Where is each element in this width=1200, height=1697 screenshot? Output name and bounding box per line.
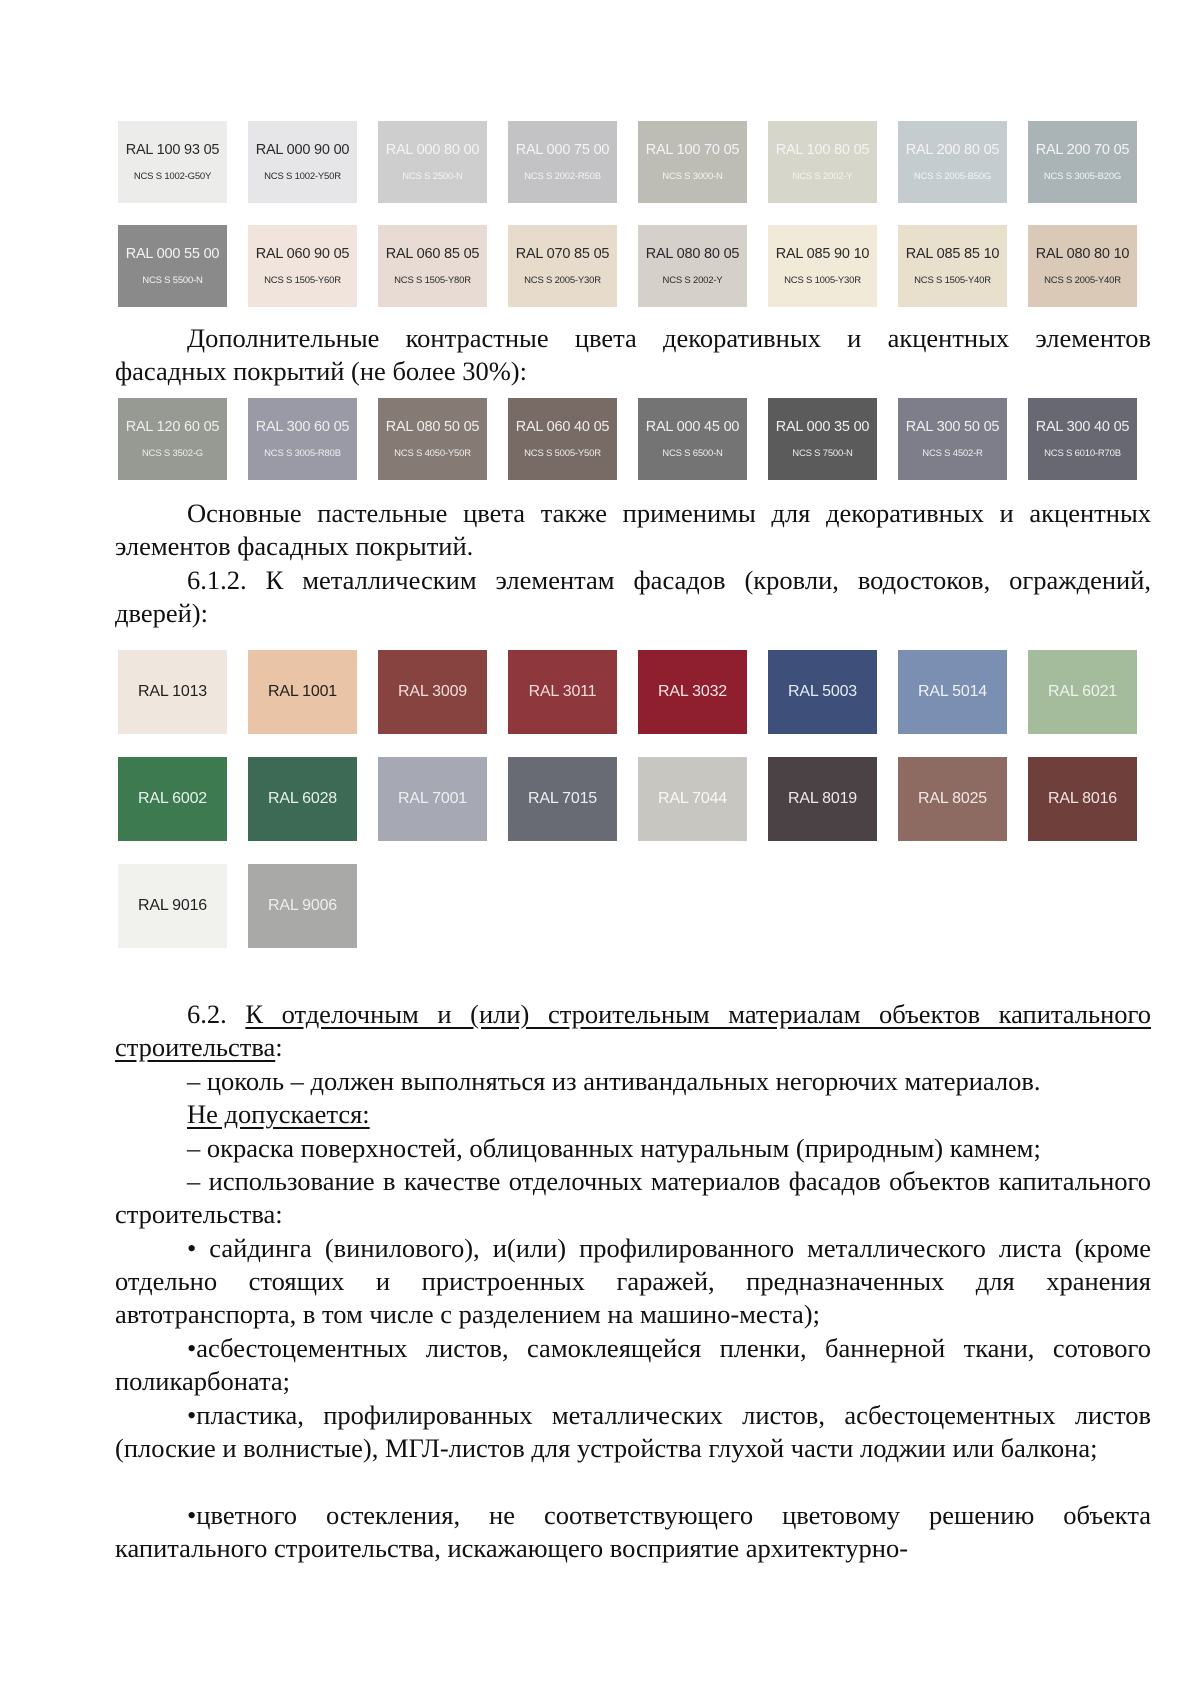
color-swatch <box>118 225 227 307</box>
swatch-ral-code: RAL 100 70 05 <box>645 142 740 158</box>
swatch-ral-code: RAL 7001 <box>398 790 467 807</box>
color-swatch <box>898 757 1007 841</box>
color-swatch <box>898 398 1007 480</box>
swatch-ral-code: RAL 3032 <box>658 683 727 700</box>
accent-color-swatches <box>118 398 1153 480</box>
bullet-asbestos-sheets: •асбестоцементных листов, самоклеящейся пленки, баннерной ткани, сотового поликарбоната; <box>115 1333 1151 1396</box>
swatch-ral-code: RAL 085 85 10 <box>905 246 1000 262</box>
color-swatch <box>638 225 747 307</box>
color-swatch <box>638 121 747 203</box>
color-swatch <box>118 650 227 734</box>
section-title: К отделочным и (или) строительным материалам объектов капитального строительства <box>115 999 1152 1062</box>
swatch-ncs-code: NCS S 1505-Y40R <box>914 275 991 286</box>
swatch-ral-code: RAL 6021 <box>1048 683 1117 700</box>
color-swatch <box>638 650 747 734</box>
color-swatch <box>768 650 877 734</box>
pastel-color-swatches <box>118 121 1153 307</box>
color-swatch <box>898 225 1007 307</box>
swatch-ral-code: RAL 000 45 00 <box>645 419 740 435</box>
swatch-ral-code: RAL 000 80 00 <box>385 142 480 158</box>
swatch-ral-code: RAL 8016 <box>1048 790 1117 807</box>
swatch-ncs-code: NCS S 6500-N <box>662 448 723 459</box>
color-swatch <box>638 757 747 841</box>
swatch-ral-code: RAL 5003 <box>788 683 857 700</box>
swatch-ral-code: RAL 060 85 05 <box>385 246 480 262</box>
swatch-ncs-code: NCS S 1002-G50Y <box>133 171 212 182</box>
swatch-ncs-code: NCS S 7500-N <box>792 448 853 459</box>
swatch-ral-code: RAL 080 50 05 <box>385 419 480 435</box>
bullet-colored-glazing: •цветного остекления, не соответствующего цветовому решению объекта капитального строительства, искажающего восприятие архитектурно- <box>115 1500 1151 1563</box>
swatch-ral-code: RAL 7044 <box>658 790 727 807</box>
swatch-ral-code: RAL 8025 <box>918 790 987 807</box>
swatch-ral-code: RAL 9016 <box>138 897 207 914</box>
color-swatch <box>508 757 617 841</box>
swatch-ral-code: RAL 000 75 00 <box>515 142 610 158</box>
swatch-ral-code: RAL 120 60 05 <box>125 419 220 435</box>
swatch-ral-code: RAL 6028 <box>268 790 337 807</box>
item-plinth: – цоколь – должен выполняться из антивандальных негорючих материалов. <box>187 1066 1041 1096</box>
swatch-ncs-code: NCS S 2005-Y40R <box>1044 275 1121 286</box>
swatch-ncs-code: NCS S 3005-R80B <box>264 448 341 459</box>
not-allowed-heading <box>115 1098 1151 1131</box>
swatch-ncs-code: NCS S 2005-B50G <box>913 171 992 182</box>
color-swatch <box>248 225 357 307</box>
color-swatch <box>248 398 357 480</box>
section-6-2-heading <box>115 998 1151 1064</box>
color-swatch <box>248 864 357 948</box>
swatch-ncs-code: NCS S 1005-Y30R <box>784 275 861 286</box>
swatch-ral-code: RAL 5014 <box>918 683 987 700</box>
swatch-ral-code: RAL 080 80 10 <box>1035 246 1130 262</box>
color-swatch <box>1028 121 1137 203</box>
color-swatch <box>118 398 227 480</box>
swatch-ral-code: RAL 8019 <box>788 790 857 807</box>
swatch-ncs-code: NCS S 2002-Y <box>662 275 723 286</box>
color-swatch <box>118 864 227 948</box>
color-swatch <box>1028 225 1137 307</box>
color-swatch <box>508 225 617 307</box>
bullet-plastic: •пластика, профилированных металлических листов, асбестоцементных листов (плоские и волнистые), МГЛ-листов для устройства глухой части лоджии или балкона; <box>115 1400 1151 1463</box>
swatch-ral-code: RAL 3011 <box>528 683 597 700</box>
section-number: 6.2. <box>187 999 246 1029</box>
item-use-materials: – использование в качестве отделочных материалов фасадов объектов капитального строительства: <box>115 1166 1151 1229</box>
swatch-ral-code: RAL 200 80 05 <box>905 142 1000 158</box>
swatch-ral-code: RAL 300 60 05 <box>255 419 350 435</box>
color-swatch <box>768 757 877 841</box>
swatch-ral-code: RAL 6002 <box>138 790 207 807</box>
color-swatch <box>248 650 357 734</box>
swatch-ral-code: RAL 085 90 10 <box>775 246 870 262</box>
swatch-ncs-code: NCS S 2500-N <box>402 171 463 182</box>
color-swatch <box>508 398 617 480</box>
swatch-ral-code: RAL 100 93 05 <box>125 142 220 158</box>
swatch-ral-code: RAL 000 90 00 <box>255 142 350 158</box>
swatch-ral-code: RAL 060 40 05 <box>515 419 610 435</box>
paragraph-contrast-colors: Дополнительные контрастные цвета декоративных и акцентных элементов фасадных покрытий (не более 30%): <box>115 323 1151 386</box>
swatch-ncs-code: NCS S 2002-R50B <box>524 171 601 182</box>
swatch-ral-code: RAL 080 80 05 <box>645 246 740 262</box>
swatch-ral-code: RAL 000 35 00 <box>775 419 870 435</box>
swatch-ncs-code: NCS S 1002-Y50R <box>264 171 341 182</box>
bullet-siding: • сайдинга (винилового), и(или) профилированного металлического листа (кроме отдельно стоящих и пристроенных гаражей, предназначенных для хранения автотранспорта, в том числе с разделением на машино-места); <box>115 1233 1151 1329</box>
section-colon: : <box>275 1032 283 1062</box>
color-swatch <box>768 121 877 203</box>
swatch-ral-code: RAL 9006 <box>268 897 337 914</box>
swatch-ncs-code: NCS S 1505-Y60R <box>264 275 341 286</box>
color-swatch <box>378 650 487 734</box>
color-swatch <box>638 398 747 480</box>
color-swatch <box>1028 398 1137 480</box>
swatch-ral-code: RAL 000 55 00 <box>125 246 220 262</box>
color-swatch <box>898 121 1007 203</box>
swatch-ral-code: RAL 1001 <box>268 683 337 700</box>
color-swatch <box>508 650 617 734</box>
swatch-ncs-code: NCS S 1505-Y80R <box>394 275 471 286</box>
swatch-ncs-code: NCS S 5005-Y50R <box>524 448 601 459</box>
paragraph-metal-elements: 6.1.2. К металлическим элементам фасадов (кровли, водостоков, ограждений, дверей): <box>115 565 1151 628</box>
paragraph-pastel-applicable: Основные пастельные цвета также применимы для декоративных и акцентных элементов фасадных покрытий. <box>115 498 1151 561</box>
color-swatch <box>248 757 357 841</box>
color-swatch <box>378 398 487 480</box>
color-swatch <box>378 225 487 307</box>
swatch-ral-code: RAL 300 50 05 <box>905 419 1000 435</box>
swatch-ncs-code: NCS S 3502-G <box>142 448 203 459</box>
not-allowed-label: Не допускается: <box>187 1099 370 1129</box>
color-swatch <box>1028 757 1137 841</box>
item-paint-stone: – окраска поверхностей, облицованных натуральным (природным) камнем; <box>187 1133 1041 1163</box>
swatch-ncs-code: NCS S 3000-N <box>662 171 723 182</box>
color-swatch <box>378 757 487 841</box>
color-swatch <box>118 121 227 203</box>
swatch-ncs-code: NCS S 4502-R <box>922 448 983 459</box>
swatch-ncs-code: NCS S 5500-N <box>142 275 203 286</box>
metal-color-swatches <box>118 650 1153 948</box>
swatch-ral-code: RAL 060 90 05 <box>255 246 350 262</box>
swatch-ral-code: RAL 200 70 05 <box>1035 142 1130 158</box>
color-swatch <box>378 121 487 203</box>
color-swatch <box>768 225 877 307</box>
color-swatch <box>508 121 617 203</box>
swatch-ral-code: RAL 7015 <box>528 790 597 807</box>
color-swatch <box>248 121 357 203</box>
swatch-ral-code: RAL 100 80 05 <box>775 142 870 158</box>
swatch-ral-code: RAL 3009 <box>398 683 467 700</box>
swatch-ncs-code: NCS S 2002-Y <box>792 171 853 182</box>
color-swatch <box>768 398 877 480</box>
swatch-ral-code: RAL 070 85 05 <box>515 246 610 262</box>
swatch-ral-code: RAL 300 40 05 <box>1035 419 1130 435</box>
swatch-ncs-code: NCS S 6010-R70B <box>1044 448 1121 459</box>
swatch-ncs-code: NCS S 2005-Y30R <box>524 275 601 286</box>
swatch-ral-code: RAL 1013 <box>138 683 207 700</box>
color-swatch <box>898 650 1007 734</box>
color-swatch <box>1028 650 1137 734</box>
swatch-ncs-code: NCS S 3005-B20G <box>1043 171 1122 182</box>
swatch-ncs-code: NCS S 4050-Y50R <box>394 448 471 459</box>
color-swatch <box>118 757 227 841</box>
